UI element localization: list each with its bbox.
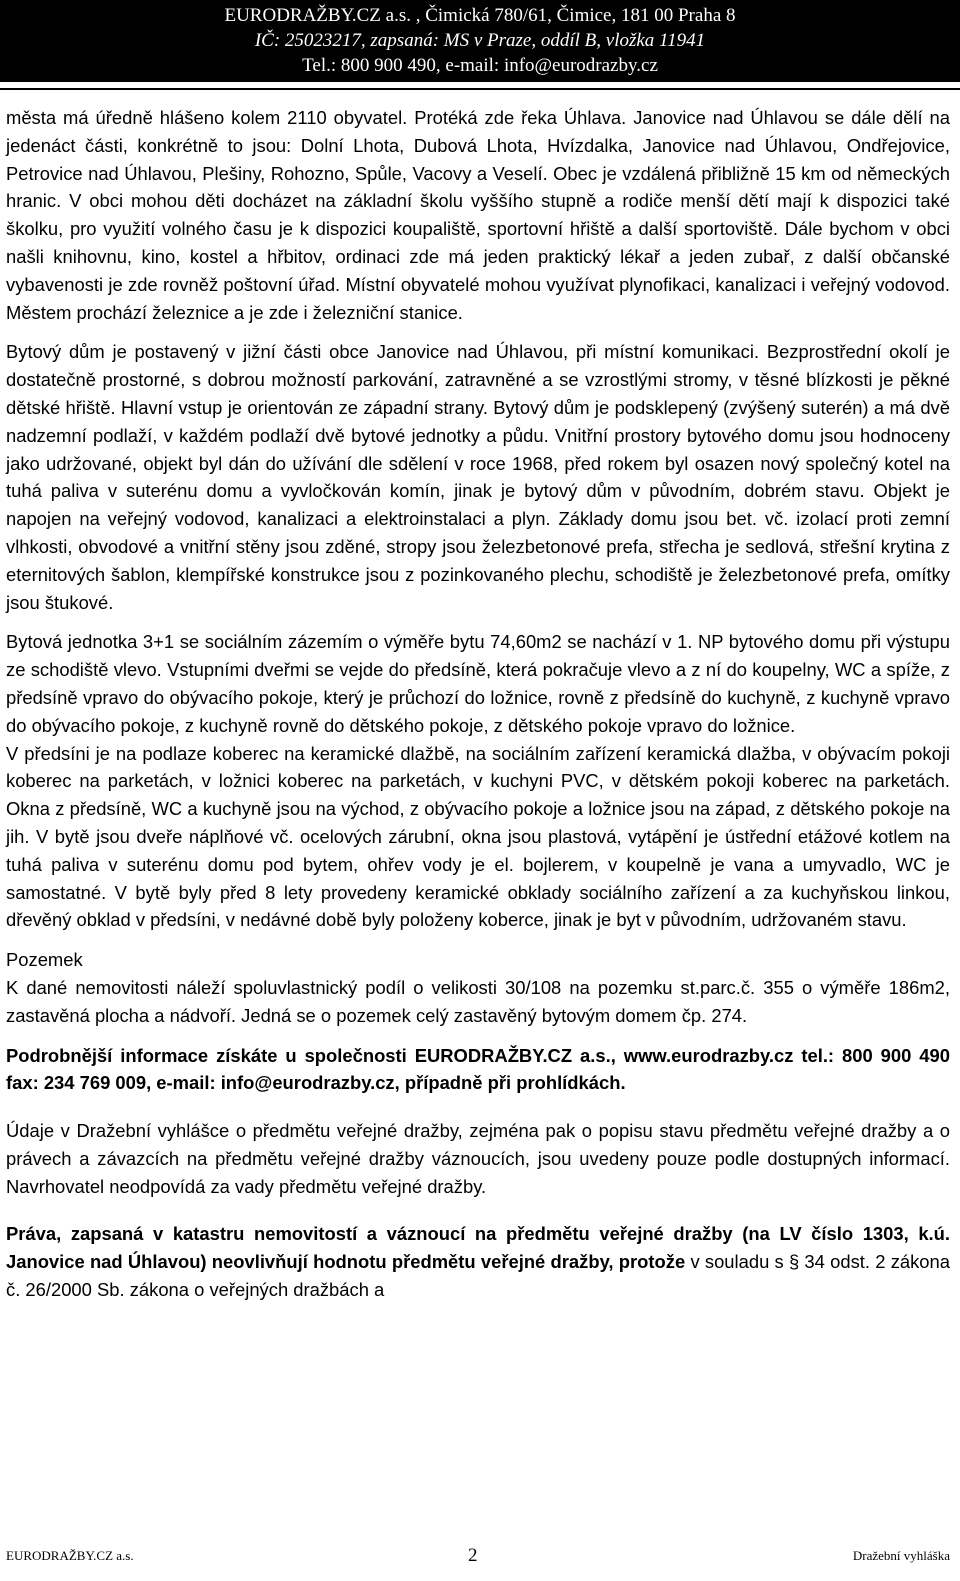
footer-company: EURODRAŽBY.CZ a.s. — [6, 1548, 134, 1563]
paragraph-disclaimer: Údaje v Dražební vyhlášce o předmětu veřejné dražby, zejména pak o popisu stavu předmětu veřejné dražby a o právech a závazcích na předmětu veřejné dražby váznoucích, jsou uvedeny pouze podle dostupných informací. Navrhovatel neodpovídá za vady předmětu veřejné dražby. — [6, 1120, 950, 1197]
paragraph-rights — [6, 1220, 950, 1303]
letterhead — [0, 0, 960, 82]
paragraph-land: K dané nemovitosti náleží spoluvlastnický podíl o velikosti 30/108 na pozemku st.parc.č. 355 o výměře 186m2, zastavěná plocha a nádvoří. Jedná se o pozemek celý zastavěný bytovým domem čp. 274. — [6, 976, 950, 1026]
paragraph-unit-description: Bytová jednotka 3+1 se sociálním zázemím o výměře bytu 74,60m2 se nachází v 1. NP bytového domu při výstupu ze schodiště vlevo. Vstupními dveřmi se vejde do předsíně, která pokračuje vlevo a z ní do koupelny, WC a spíže, z předsíně vpravo do obývacího pokoje, který je průchozí do ložnice, rovně z předsíně do kuchyně, z kuchyně vpravo do obývacího pokoje, z kuchyně rovně do dětského pokoje, z dětského pokoje vpravo do ložnice. — [6, 631, 950, 736]
rights-bold: Práva, zapsaná v katastru nemovitostí a váznoucí na předmětu veřejné dražby (na LV číslo 1303, k.ú. Janovice nad Úhlavou) neovlivňují hodnotu předmětu veřejné dražby, protože — [6, 1223, 950, 1273]
paragraph-contact-info — [6, 1042, 950, 1098]
header-divider — [0, 88, 960, 90]
company-contact: Tel.: 800 900 490, e-mail: info@eurodrazby.cz — [302, 55, 658, 76]
paragraph-town-description: města má úředně hlášeno kolem 2110 obyvatel. Protéká zde řeka Úhlava. Janovice nad Úhlavou se dále dělí na jedenáct části, konkrétně to jsou: Dolní Lhota, Dubová Lhota, Hvízdalka, Janovice nad Úhlavou, Ondřejovice, Petrovice nad Úhlavou, Plešiny, Rohozno, Spůle, Vacovy a Veselí. Obec je vzdálená přibližně 15 km od německých hranic. V obci mohou děti docházet na základní školu vyššího stupně a rodiče menší dětí mají k dispozici také školku, pro využití volného času je k dispozici koupaliště, sportovní hřiště a další sportoviště. Dále bychom v obci našli knihovnu, kino, kostel a hřbitov, ordinaci zde má jeden praktický lékař a jeden zubař, z další občanské vybavenosti je zde rovněž poštovní úřad. Místní obyvatelé mohou využívat plynofikaci, kanalizaci i veřejný vodovod. Městem prochází železnice a je zde i železniční stanice. — [6, 107, 950, 323]
page-number: 2 — [468, 1545, 478, 1566]
paragraph-unit-finishes: V předsíni je na podlaze koberec na keramické dlažbě, na sociálním zařízení keramická dlažba, v obývacím pokoji koberec na parketách, v ložnici koberec na parketách, v kuchyni PVC, v dětském pokoji koberec na parketách. Okna z předsíně, WC a kuchyně jsou na východ, z obývacího pokoje a ložnice jsou na západ, z dětského pokoje na jih. V bytě jsou dveře náplňové vč. ocelových zárubní, okna jsou plastová, vytápění je ústřední etážové kotlem na tuhá paliva v suterénu domu pod bytem, ohřev vody je el. bojlerem, v koupelně je vana a umyvadlo, WC je samostatné. V bytě byly před 8 lety provedeny keramické obklady sociálního zařízení a za kuchyňskou linkou, dřevěný obklad v předsíni, v nedávné době byly položeny koberce, jinak je byt v původním, udržovaném stavu. — [6, 742, 950, 931]
page-footer — [6, 1545, 950, 1578]
rights-rest: v souladu s § 34 odst. 2 zákona č. 26/2000 Sb. zákona o veřejných dražbách a — [6, 1251, 950, 1301]
company-name-address: EURODRAŽBY.CZ a.s. , Čimická 780/61, Čimice, 181 00 Praha 8 — [224, 5, 736, 26]
contact-info-bold: Podrobnější informace získáte u společnosti EURODRAŽBY.CZ a.s., www.eurodrazby.cz tel.: 800 900 490 fax: 234 769 009, e-mail: info@eurodrazby.cz, případně při prohlídkách. — [6, 1044, 950, 1094]
document-body — [6, 104, 950, 1316]
section-heading-pozemek: Pozemek — [6, 949, 83, 971]
paragraph-building-description: Bytový dům je postavený v jižní části obce Janovice nad Úhlavou, při místní komunikaci. Bezprostřední okolí je dostatečně prostorné, s dobrou možností parkování, zatravněné a se vzrostlými stromy, v těsné blízkosti je pěkné dětské hřiště. Hlavní vstup je orientován ze západní strany. Bytový dům je podsklepený (zvýšený suterén) a má dvě nadzemní podlaží, v každém podlaží dvě bytové jednotky a půdu. Vnitřní prostory bytového domu jsou hodnoceny jako udržované, objekt byl dán do užívání dle sdělení v roce 1968, před rokem byl osazen nový společný kotel na tuhá paliva v suterénu domu a vyvločkován komín, jinak je bytový dům v původním, dobrém stavu. Objekt je napojen na veřejný vodovod, kanalizaci a elektroinstalaci a plyn. Základy domu jsou bet. vč. izolací proti zemní vlhkosti, obvodové a vnitřní stěny jsou zděné, stropy jsou železbetonové prefa, střecha je sedlová, střešní krytina z eternitových šablon, klempířské konstrukce jsou z pozinkovaného plechu, schodiště je železbetonové prefa, omítky jsou štukové. — [6, 341, 950, 613]
footer-document-title: Dražební vyhláška — [852, 1548, 950, 1563]
company-registration: IČ: 25023217, zapsaná: MS v Praze, oddíl B, vložka 11941 — [254, 30, 706, 51]
